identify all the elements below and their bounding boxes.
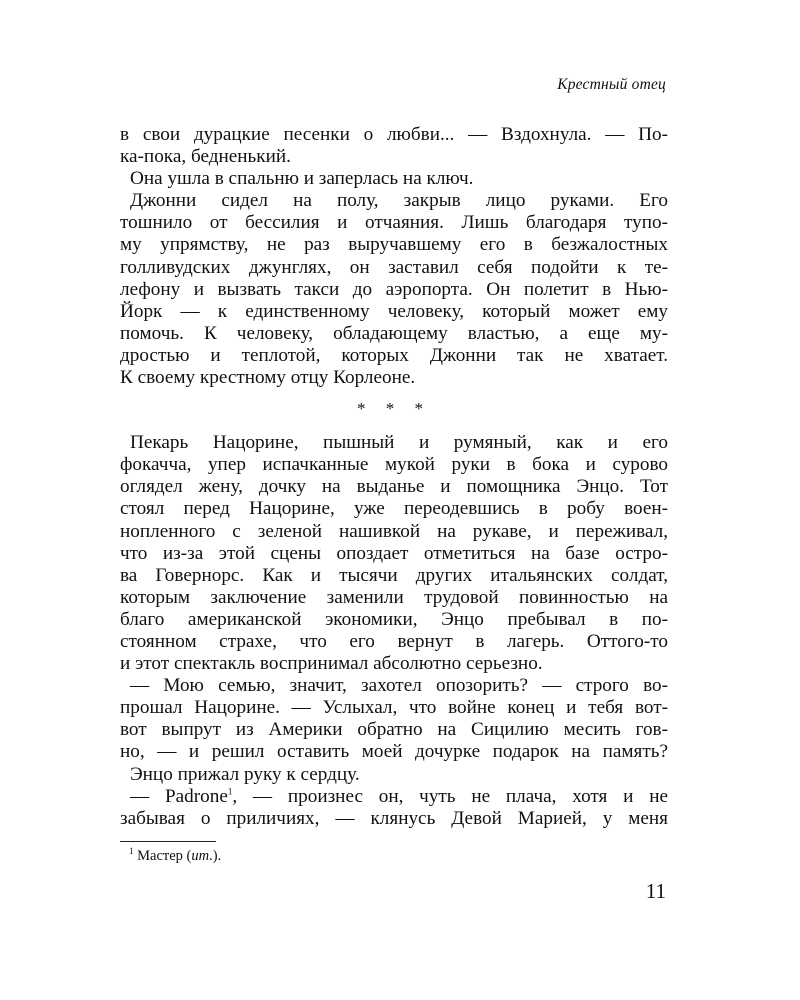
footnote xyxy=(129,848,221,865)
footnote-text-end: .). xyxy=(209,848,222,864)
text-line: помочь. К человеку, обладающему властью, а еще му- xyxy=(120,322,668,344)
footnote-mark: 1 xyxy=(129,846,134,857)
footnote-reference: 1 xyxy=(227,786,233,797)
running-head: Крестный отец xyxy=(557,76,666,93)
text-line: лефону и вызвать такси до аэропорта. Он полетит в Нью- xyxy=(120,278,668,300)
text-line: забывая о приличиях, — клянусь Девой Марией, у меня xyxy=(120,807,668,829)
text-line: вот выпрут из Америки обратно на Сицилию месить гов- xyxy=(120,719,668,741)
text-line: Она ушла в спальню и заперлась на ключ. xyxy=(130,168,474,190)
text-line xyxy=(120,786,668,808)
footnote-rule xyxy=(120,841,216,842)
text-line: Пекарь Нацорине, пышный и румяный, как и его xyxy=(130,432,668,454)
text-line: стоял перед Нацорине, уже переодевшись в робу воен- xyxy=(120,498,668,520)
text-line: ка-пока, бедненький. xyxy=(120,146,291,168)
text-line: фокачча, упер испачканные мукой руки в бока и сурово xyxy=(120,454,668,476)
text-line: которым заключение заменили трудовой повинностью на xyxy=(120,586,668,608)
text-line: му упрямству, не раз выручавшему его в безжалостных xyxy=(120,234,668,256)
footnote-abbrev: ит xyxy=(191,848,210,864)
page-number: 11 xyxy=(645,879,666,903)
text-fragment: , — произнес он, чуть не плача, хотя и не xyxy=(232,785,668,807)
text-fragment: — Padrone xyxy=(130,785,228,807)
text-line: прошал Нацорине. — Услыхал, что войне конец и тебя вот- xyxy=(120,697,668,719)
text-line: — Мою семью, значит, захотел опозорить? — строго во- xyxy=(130,675,668,697)
text-line: ва Говернорс. Как и тысячи других итальянских солдат, xyxy=(120,564,668,586)
text-line: Энцо прижал руку к сердцу. xyxy=(130,763,360,785)
text-line: что из-за этой сцены опоздает отметиться на базе остро- xyxy=(120,542,668,564)
text-line: оглядел жену, дочку на выданье и помощника Энцо. Тот xyxy=(120,476,668,498)
section-separator: * * * xyxy=(357,399,431,419)
text-line: благо американской экономики, Энцо пребывал в по- xyxy=(120,608,668,630)
text-line: Йорк — к единственному человеку, который может ему xyxy=(120,300,668,322)
text-line: голливудских джунглях, он заставил себя подойти к те- xyxy=(120,256,668,278)
text-line: нопленного с зеленой нашивкой на рукаве, и переживал, xyxy=(120,520,668,542)
text-line: К своему крестному отцу Корлеоне. xyxy=(120,367,416,389)
text-line: и этот спектакль воспринимал абсолютно серьезно. xyxy=(120,653,543,675)
text-line: в свои дурацкие песенки о любви... — Вздохнула. — По- xyxy=(120,124,668,145)
text-line: но, — и решил оставить моей дочурке подарок на память? xyxy=(120,741,668,763)
text-line: дростью и теплотой, которых Джонни так не хватает. xyxy=(120,344,668,366)
footnote-text: Мастер ( xyxy=(133,848,192,864)
text-line: стоянном страхе, что его вернут в лагерь. Оттого-то xyxy=(120,630,668,652)
text-block xyxy=(120,124,668,830)
text-line: Джонни сидел на полу, закрыв лицо руками. Его xyxy=(130,190,668,212)
text-line: тошнило от бессилия и отчаяния. Лишь благодаря тупо- xyxy=(120,212,668,234)
